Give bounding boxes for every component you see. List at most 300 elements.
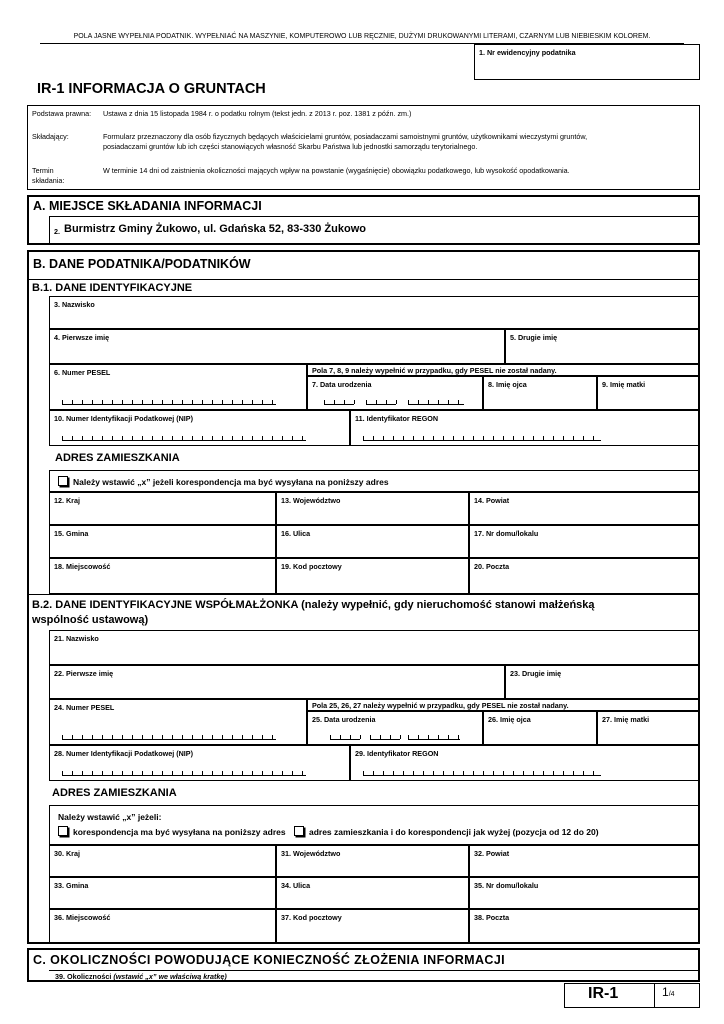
field-7-birth-date[interactable] <box>307 376 483 410</box>
field-39-hint: (wstawić „x” we właściwą kratkę) <box>113 972 227 981</box>
comb-tick <box>408 735 409 739</box>
comb-tick <box>583 436 584 440</box>
comb-tick <box>122 400 123 404</box>
comb-tick <box>340 735 341 739</box>
comb-tick <box>282 771 283 775</box>
comb-tick <box>192 735 193 739</box>
comb-tick <box>102 735 103 739</box>
comb-tick <box>563 771 564 775</box>
field-4-first-name[interactable] <box>49 329 505 364</box>
deadline-text: W terminie 14 dni od zaistnienia okoliczności mających wpływ na powstanie (wygaśnięcie) obowiązku podatkowego, lub wysokość opodatkowania. <box>103 166 570 175</box>
comb-tick <box>386 400 387 404</box>
comb-tick <box>152 400 153 404</box>
date2-year-comb <box>408 734 460 740</box>
field-39-label-row <box>55 972 227 981</box>
comb-tick <box>563 436 564 440</box>
field-24-pesel[interactable] <box>49 699 307 745</box>
field-15-label: 15. Gmina <box>54 529 89 538</box>
comb-tick <box>182 436 183 440</box>
correspondence2-checkbox[interactable] <box>58 826 68 836</box>
comb-tick <box>212 400 213 404</box>
comb-tick <box>363 771 364 775</box>
comb-tick <box>202 735 203 739</box>
tax-office-address: Burmistrz Gminy Żukowo, ul. Gdańska 52, 83-330 Żukowo <box>64 223 366 235</box>
field-5-label: 5. Drugie imię <box>510 333 558 342</box>
comb-tick <box>92 771 93 775</box>
field-31-label: 31. Województwo <box>281 849 341 858</box>
field-22-label: 22. Pierwsze imię <box>54 669 114 678</box>
comb-tick <box>513 771 514 775</box>
comb-tick <box>292 771 293 775</box>
b2-rule <box>27 594 700 595</box>
comb-tick <box>453 771 454 775</box>
field-32-label: 32. Powiat <box>474 849 510 858</box>
address2-title: ADRES ZAMIESZKANIA <box>52 787 177 799</box>
field-2-box <box>49 216 700 245</box>
pesel-comb <box>62 399 276 405</box>
field-39-rule <box>49 970 700 971</box>
comb-tick <box>222 771 223 775</box>
comb-tick <box>366 400 367 404</box>
comb-tick <box>463 436 464 440</box>
comb-tick <box>132 400 133 404</box>
comb-tick <box>593 771 594 775</box>
address-check-label: Należy wstawić „x” jeżeli korespondencja ma być wysyłana na poniższy adres <box>73 477 389 487</box>
field-2-num: 2. <box>54 227 60 236</box>
section-c-title: C. OKOLICZNOŚCI POWODUJĄCE KONIECZNOŚĆ ZŁOŻENIA INFORMACJI <box>33 953 506 967</box>
note-25-27-box <box>307 699 700 711</box>
comb-tick <box>423 436 424 440</box>
date2-month-comb <box>370 734 400 740</box>
comb-tick <box>282 436 283 440</box>
comb-tick <box>62 436 63 440</box>
field-27-mother-name[interactable] <box>597 711 700 745</box>
comb-tick <box>122 771 123 775</box>
comb-tick <box>513 436 514 440</box>
field-9-label: 9. Imię matki <box>602 380 646 389</box>
page-number <box>662 985 675 999</box>
comb-tick <box>222 400 223 404</box>
comb-tick <box>573 771 574 775</box>
field-33-commune[interactable] <box>49 877 276 909</box>
field-35-house-number[interactable] <box>469 877 700 909</box>
comb-tick <box>523 436 524 440</box>
field-8-label: 8. Imię ojca <box>488 380 527 389</box>
field-17-label: 17. Nr domu/lokalu <box>474 529 539 538</box>
comb-tick <box>262 400 263 404</box>
comb-tick <box>423 771 424 775</box>
field-9-mother-name[interactable] <box>597 376 700 410</box>
comb-tick <box>262 735 263 739</box>
comb-tick <box>122 436 123 440</box>
comb-tick <box>473 771 474 775</box>
field-14-label: 14. Powiat <box>474 496 510 505</box>
comb-tick <box>373 436 374 440</box>
comb-tick <box>142 436 143 440</box>
field-37-postal-code[interactable] <box>276 909 469 944</box>
comb-tick <box>172 400 173 404</box>
field-6-label: 6. Numer PESEL <box>54 368 111 377</box>
comb-tick <box>413 436 414 440</box>
comb-tick <box>523 771 524 775</box>
field-13-voivodeship[interactable] <box>276 492 469 525</box>
taxpayer-id-field[interactable] <box>474 44 700 80</box>
field-11-regon[interactable] <box>350 410 700 446</box>
taxpayer-id-label: 1. Nr ewidencyjny podatnika <box>479 48 576 57</box>
field-3-label: 3. Nazwisko <box>54 300 95 309</box>
comb-tick <box>172 771 173 775</box>
comb-tick <box>232 400 233 404</box>
page-total: /4 <box>668 991 675 998</box>
comb-tick <box>92 436 93 440</box>
comb-tick <box>403 436 404 440</box>
field-21-surname[interactable] <box>49 630 700 665</box>
comb-tick <box>433 771 434 775</box>
nip2-comb <box>62 770 306 776</box>
filer-label: Składający: <box>32 132 69 141</box>
comb-tick <box>172 735 173 739</box>
comb-tick <box>390 735 391 739</box>
comb-tick <box>393 771 394 775</box>
field-23-label: 23. Drugie imię <box>510 669 562 678</box>
field-3-surname[interactable] <box>49 296 700 329</box>
comb-tick <box>418 735 419 739</box>
field-22-first-name[interactable] <box>49 665 505 699</box>
comb-tick <box>82 735 83 739</box>
comb-tick <box>182 771 183 775</box>
address2-check-1-label: korespondencja ma być wysyłana na poniższy adres <box>73 827 286 837</box>
field-4-label: 4. Pierwsze imię <box>54 333 110 342</box>
pesel2-comb <box>62 734 276 740</box>
comb-tick <box>370 735 371 739</box>
comb-tick <box>162 735 163 739</box>
field-19-postal-code[interactable] <box>276 558 469 594</box>
comb-tick <box>232 436 233 440</box>
comb-tick <box>443 771 444 775</box>
comb-tick <box>324 400 325 404</box>
regon2-comb <box>363 770 601 776</box>
field-18-label: 18. Miejscowość <box>54 562 111 571</box>
correspondence-checkbox[interactable] <box>58 476 68 486</box>
comb-tick <box>583 771 584 775</box>
filer-text-2: posiadaczami gruntów lub ich części stanowiących własność Skarbu Państwa lub jednostki samorządu terytorialnego. <box>103 142 478 151</box>
form-instruction: POLA JASNE WYPEŁNIA PODATNIK. WYPEŁNIAĆ NA MASZYNIE, KOMPUTEROWO LUB RĘCZNIE, DUŻYMI DRUKOWANYMI LITERAMI, CZARNYM LUB NIEBIESKIM KOLOREM. <box>73 33 651 40</box>
address2-intro: Należy wstawić „x” jeżeli: <box>58 812 162 822</box>
comb-tick <box>533 436 534 440</box>
comb-tick <box>112 771 113 775</box>
field-6-pesel[interactable] <box>49 364 307 410</box>
address-check-row <box>49 470 700 492</box>
field-10-nip[interactable] <box>49 410 350 446</box>
comb-tick <box>503 436 504 440</box>
comb-tick <box>438 400 439 404</box>
field-29-regon[interactable] <box>350 745 700 781</box>
field-21-label: 21. Nazwisko <box>54 634 99 643</box>
date2-day-comb <box>330 734 360 740</box>
comb-tick <box>330 735 331 739</box>
comb-tick <box>252 436 253 440</box>
comb-tick <box>92 400 93 404</box>
b2-title-1: B.2. DANE IDENTYFIKACYJNE WSPÓŁMAŁŻONKA (należy wypełnić, gdy nieruchomość stanowi małżeńską <box>32 599 595 611</box>
comb-tick <box>383 771 384 775</box>
b2-title-2: wspólność ustawową) <box>32 614 149 626</box>
field-13-label: 13. Województwo <box>281 496 341 505</box>
comb-tick <box>272 400 273 404</box>
comb-tick <box>142 735 143 739</box>
page-title: IR-1 INFORMACJA O GRUNTACH <box>37 81 266 97</box>
comb-tick <box>483 436 484 440</box>
comb-tick <box>593 436 594 440</box>
comb-tick <box>222 735 223 739</box>
field-25-birth-date[interactable] <box>307 711 483 745</box>
comb-tick <box>232 735 233 739</box>
field-39-label: 39. Okoliczności <box>55 972 112 981</box>
field-38-label: 38. Poczta <box>474 913 510 922</box>
same-address-checkbox[interactable] <box>294 826 304 836</box>
field-17-house-number[interactable] <box>469 525 700 558</box>
comb-tick <box>152 436 153 440</box>
filer-text-1: Formularz przeznaczony dla osób fizycznych będących właścicielami gruntów, posiadaczami samoistnymi gruntów, użytkownikami wieczystymi gruntów, <box>103 132 588 141</box>
comb-tick <box>396 400 397 404</box>
section-a-title: A. MIEJSCE SKŁADANIA INFORMACJI <box>33 199 262 213</box>
field-28-label: 28. Numer Identyfikacji Podatkowej (NIP) <box>54 749 193 758</box>
comb-tick <box>443 436 444 440</box>
comb-tick <box>162 771 163 775</box>
comb-tick <box>72 735 73 739</box>
comb-tick <box>182 735 183 739</box>
comb-tick <box>252 400 253 404</box>
page-current: 1 <box>662 985 669 999</box>
comb-tick <box>553 771 554 775</box>
field-26-label: 26. Imię ojca <box>488 715 531 724</box>
comb-tick <box>463 771 464 775</box>
comb-tick <box>222 436 223 440</box>
note-25-27: Pola 25, 26, 27 należy wypełnić w przypadku, gdy PESEL nie został nadany. <box>312 701 569 710</box>
comb-tick <box>132 735 133 739</box>
comb-tick <box>272 436 273 440</box>
comb-tick <box>112 400 113 404</box>
comb-tick <box>82 400 83 404</box>
field-30-label: 30. Kraj <box>54 849 80 858</box>
comb-tick <box>112 436 113 440</box>
field-26-father-name[interactable] <box>483 711 597 745</box>
comb-tick <box>182 400 183 404</box>
field-24-label: 24. Numer PESEL <box>54 703 115 712</box>
comb-tick <box>483 771 484 775</box>
comb-tick <box>92 735 93 739</box>
section-b-rule <box>27 279 700 280</box>
regon-comb <box>363 435 601 441</box>
comb-tick <box>376 400 377 404</box>
comb-tick <box>72 436 73 440</box>
section-b-title: B. DANE PODATNIKA/PODATNIKÓW <box>33 257 251 271</box>
field-33-label: 33. Gmina <box>54 881 89 890</box>
comb-tick <box>393 436 394 440</box>
field-28-nip[interactable] <box>49 745 350 781</box>
field-29-label: 29. Identyfikator REGON <box>355 749 439 758</box>
field-12-label: 12. Kraj <box>54 496 80 505</box>
comb-tick <box>72 771 73 775</box>
field-15-commune[interactable] <box>49 525 276 558</box>
field-27-label: 27. Imię matki <box>602 715 650 724</box>
comb-tick <box>292 436 293 440</box>
comb-tick <box>473 436 474 440</box>
field-11-label: 11. Identyfikator REGON <box>355 414 439 423</box>
field-20-label: 20. Poczta <box>474 562 510 571</box>
comb-tick <box>493 436 494 440</box>
deadline-label-2: składania: <box>32 176 65 185</box>
field-14-county[interactable] <box>469 492 700 525</box>
comb-tick <box>503 771 504 775</box>
comb-tick <box>202 400 203 404</box>
footer-box <box>564 983 700 1008</box>
comb-tick <box>102 436 103 440</box>
comb-tick <box>132 771 133 775</box>
comb-tick <box>62 771 63 775</box>
comb-tick <box>262 771 263 775</box>
comb-tick <box>543 436 544 440</box>
field-12-country[interactable] <box>49 492 276 525</box>
comb-tick <box>192 771 193 775</box>
comb-tick <box>242 771 243 775</box>
comb-tick <box>302 771 303 775</box>
comb-tick <box>242 436 243 440</box>
comb-tick <box>533 771 534 775</box>
comb-tick <box>373 771 374 775</box>
comb-tick <box>438 735 439 739</box>
comb-tick <box>458 400 459 404</box>
comb-tick <box>242 735 243 739</box>
date-month-comb <box>366 399 396 405</box>
nip-comb <box>62 435 306 441</box>
comb-tick <box>152 735 153 739</box>
comb-tick <box>82 436 83 440</box>
comb-tick <box>212 735 213 739</box>
comb-tick <box>252 771 253 775</box>
comb-tick <box>418 400 419 404</box>
note-7-9-box <box>307 364 700 376</box>
field-37-label: 37. Kod pocztowy <box>281 913 342 922</box>
field-7-label: 7. Data urodzenia <box>312 380 372 389</box>
field-10-label: 10. Numer Identyfikacji Podatkowej (NIP) <box>54 414 193 423</box>
comb-tick <box>252 735 253 739</box>
comb-tick <box>360 735 361 739</box>
comb-tick <box>344 400 345 404</box>
b1-title: B.1. DANE IDENTYFIKACYJNE <box>32 282 193 294</box>
field-8-father-name[interactable] <box>483 376 597 410</box>
deadline-label-1: Termin <box>32 166 54 175</box>
field-30-country[interactable] <box>49 845 276 877</box>
comb-tick <box>428 400 429 404</box>
comb-tick <box>543 771 544 775</box>
field-16-street[interactable] <box>276 525 469 558</box>
comb-tick <box>350 735 351 739</box>
comb-tick <box>162 400 163 404</box>
comb-tick <box>242 400 243 404</box>
comb-tick <box>448 735 449 739</box>
comb-tick <box>172 436 173 440</box>
comb-tick <box>433 436 434 440</box>
comb-tick <box>62 400 63 404</box>
comb-tick <box>72 400 73 404</box>
comb-tick <box>363 436 364 440</box>
comb-tick <box>192 436 193 440</box>
field-35-label: 35. Nr domu/lokalu <box>474 881 539 890</box>
comb-tick <box>354 400 355 404</box>
field-5-second-name[interactable] <box>505 329 700 364</box>
field-25-label: 25. Data urodzenia <box>312 715 376 724</box>
field-23-second-name[interactable] <box>505 665 700 699</box>
comb-tick <box>262 436 263 440</box>
comb-tick <box>272 735 273 739</box>
comb-tick <box>232 771 233 775</box>
comb-tick <box>448 400 449 404</box>
comb-tick <box>102 771 103 775</box>
comb-tick <box>400 735 401 739</box>
field-32-county[interactable] <box>469 845 700 877</box>
comb-tick <box>202 436 203 440</box>
comb-tick <box>212 436 213 440</box>
basis-label: Podstawa prawna: <box>32 109 92 118</box>
field-18-city[interactable] <box>49 558 276 594</box>
address-title: ADRES ZAMIESZKANIA <box>55 452 180 464</box>
field-31-voivodeship[interactable] <box>276 845 469 877</box>
footer-divider <box>654 983 655 1008</box>
comb-tick <box>62 735 63 739</box>
field-34-street[interactable] <box>276 877 469 909</box>
comb-tick <box>403 771 404 775</box>
comb-tick <box>112 735 113 739</box>
field-36-city[interactable] <box>49 909 276 944</box>
note-7-9: Pola 7, 8, 9 należy wypełnić w przypadku, gdy PESEL nie został nadany. <box>312 366 557 375</box>
comb-tick <box>493 771 494 775</box>
address2-check-2-label: adres zamieszkania i do korespondencji jak wyżej (pozycja od 12 do 20) <box>308 827 599 837</box>
comb-tick <box>82 771 83 775</box>
field-16-label: 16. Ulica <box>281 529 311 538</box>
field-20-post-office[interactable] <box>469 558 700 594</box>
comb-tick <box>383 436 384 440</box>
comb-tick <box>192 400 193 404</box>
field-34-label: 34. Ulica <box>281 881 311 890</box>
comb-tick <box>142 771 143 775</box>
comb-tick <box>334 400 335 404</box>
date-year-comb <box>408 399 464 405</box>
comb-tick <box>380 735 381 739</box>
field-19-label: 19. Kod pocztowy <box>281 562 342 571</box>
field-38-post-office[interactable] <box>469 909 700 944</box>
comb-tick <box>142 400 143 404</box>
comb-tick <box>458 735 459 739</box>
form-code: IR-1 <box>588 985 619 1002</box>
comb-tick <box>122 735 123 739</box>
comb-tick <box>453 436 454 440</box>
comb-tick <box>413 771 414 775</box>
comb-tick <box>553 436 554 440</box>
comb-tick <box>102 400 103 404</box>
address2-check-row <box>49 805 700 845</box>
comb-tick <box>573 436 574 440</box>
date-day-comb <box>324 399 354 405</box>
comb-tick <box>132 436 133 440</box>
comb-tick <box>408 400 409 404</box>
comb-tick <box>302 436 303 440</box>
comb-tick <box>162 436 163 440</box>
comb-tick <box>202 771 203 775</box>
comb-tick <box>428 735 429 739</box>
field-36-label: 36. Miejscowość <box>54 913 111 922</box>
comb-tick <box>212 771 213 775</box>
basis-text: Ustawa z dnia 15 listopada 1984 r. o podatku rolnym (tekst jedn. z 2013 r. poz. 1381 z późn. zm.) <box>103 109 412 118</box>
